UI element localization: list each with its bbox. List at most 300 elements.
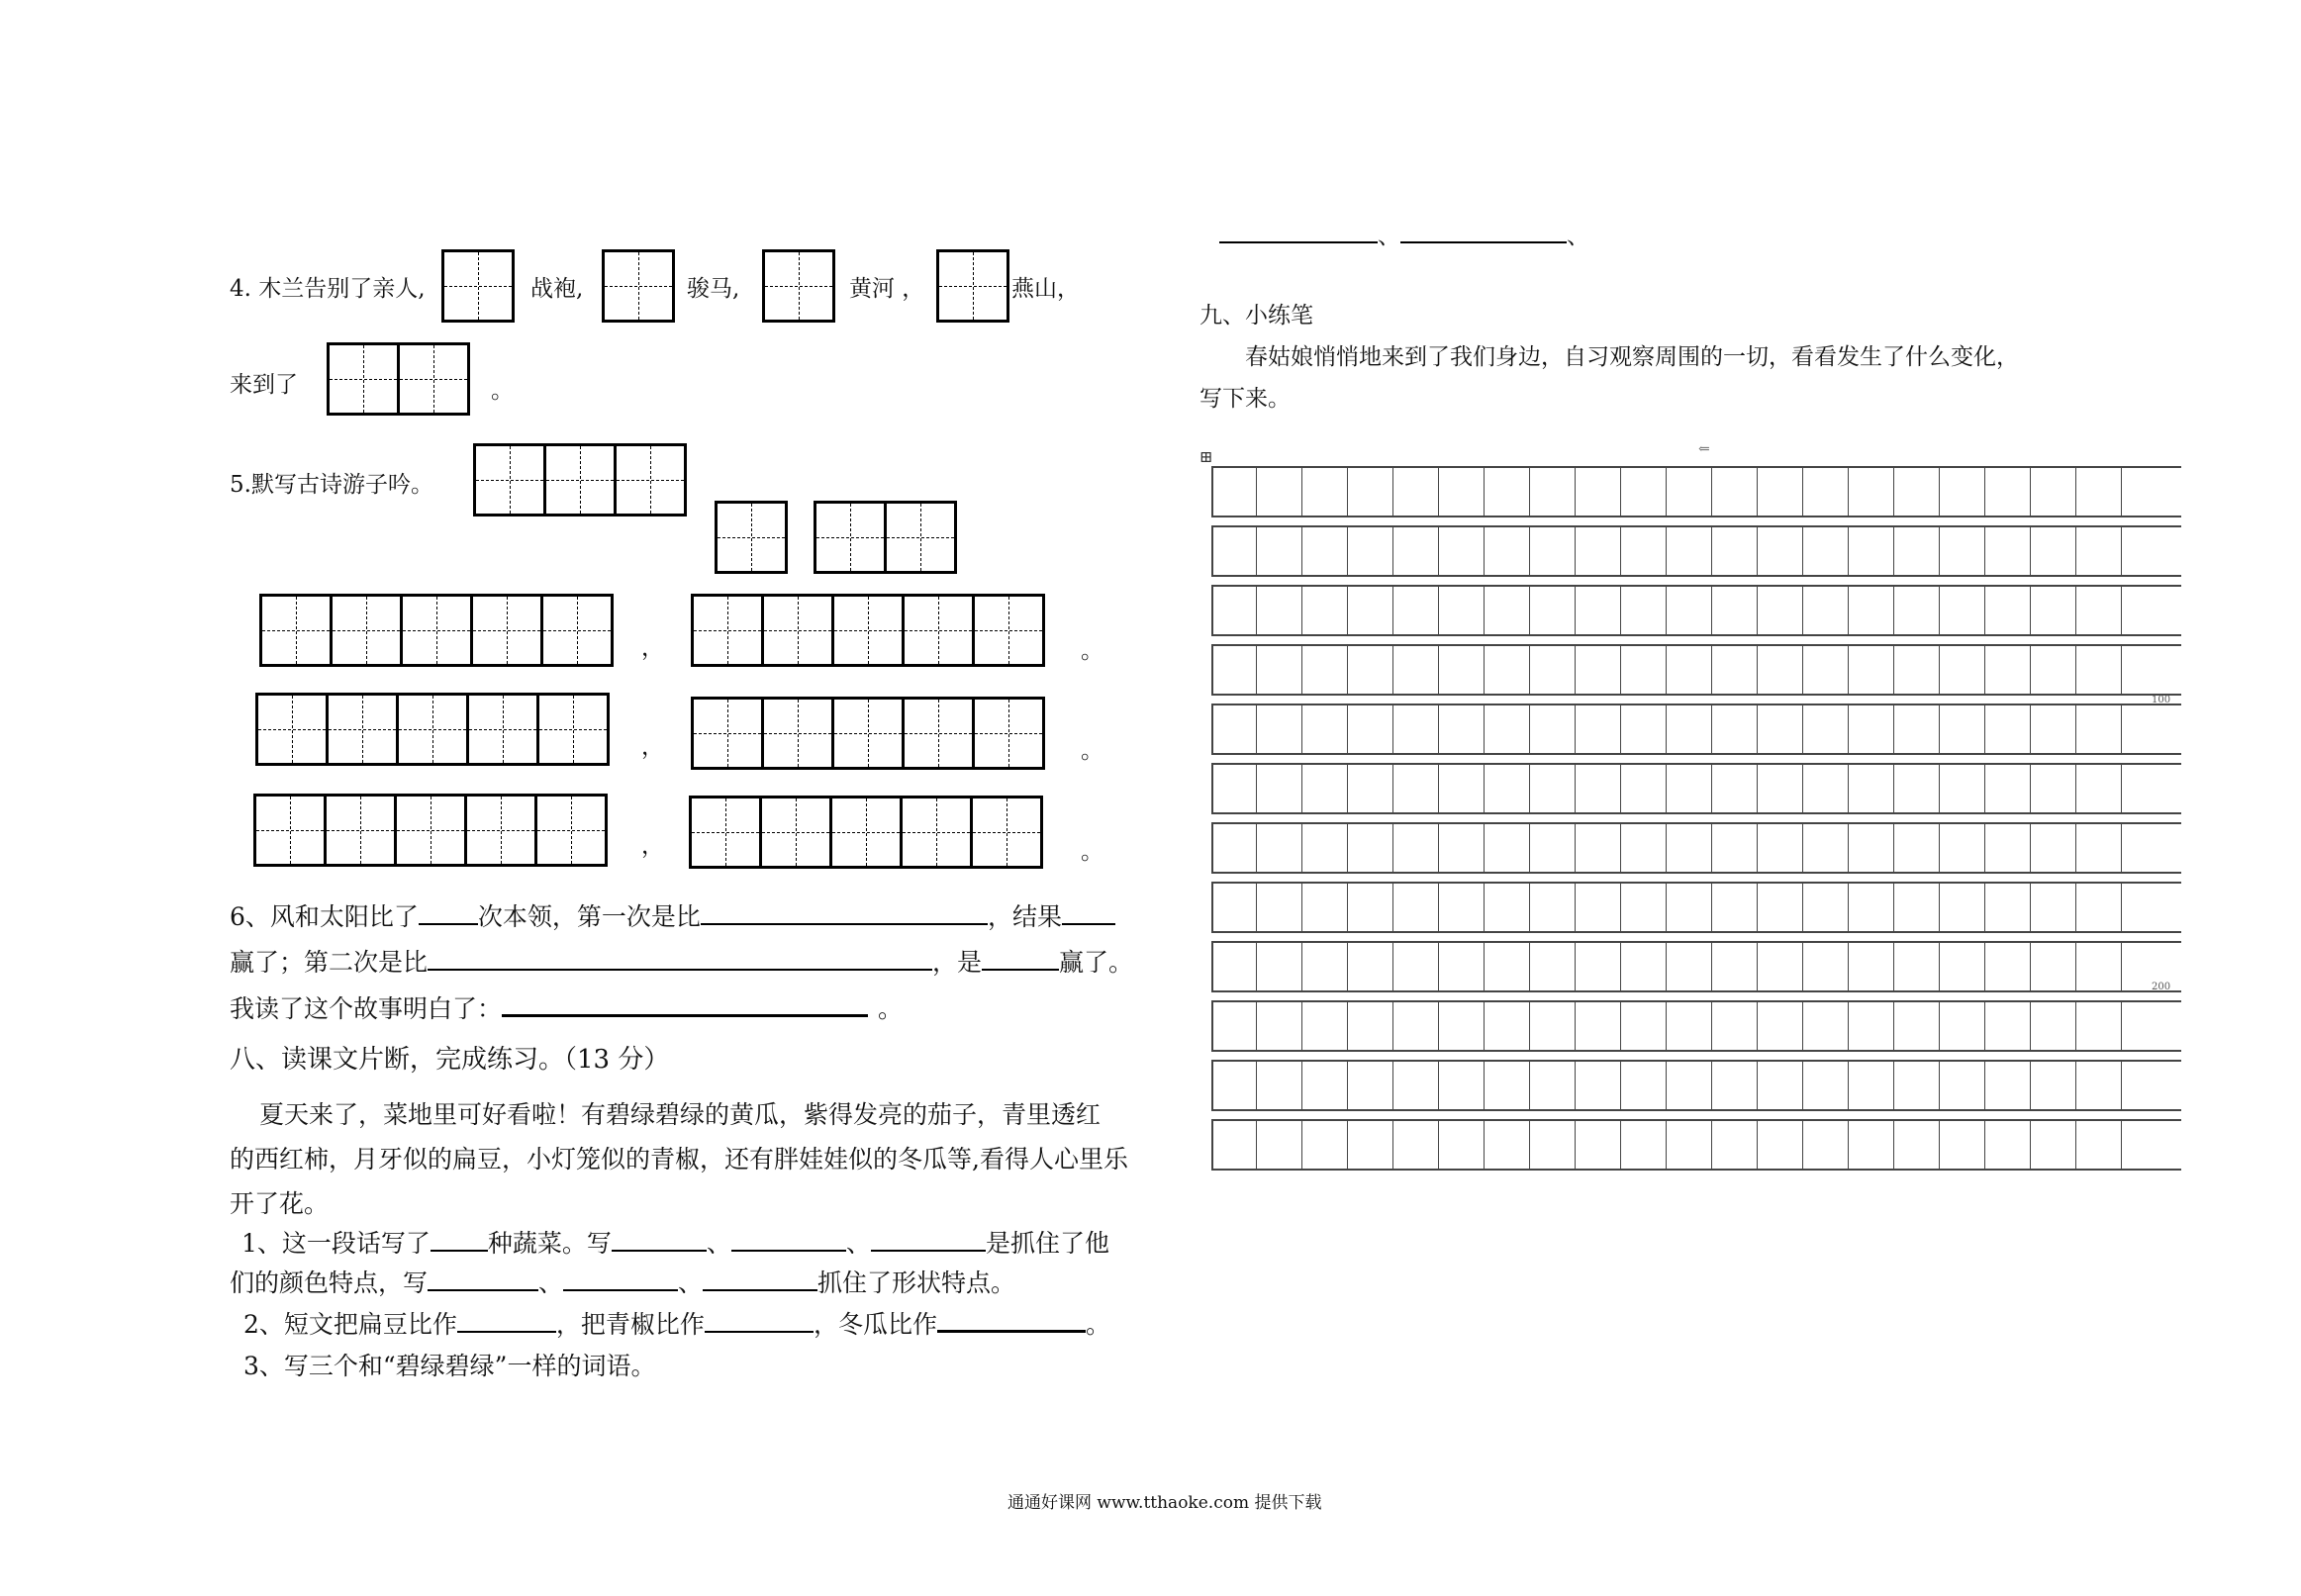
grid-cell[interactable]	[1621, 646, 1667, 694]
grid-count-100: 100	[2152, 695, 2171, 705]
grid-cell[interactable]	[1257, 587, 1302, 634]
grid-cell[interactable]	[1803, 943, 1849, 990]
grid-cell[interactable]	[1485, 705, 1530, 753]
grid-cell[interactable]	[1439, 1062, 1485, 1109]
grid-cell[interactable]	[1530, 527, 1576, 575]
grid-cell[interactable]	[1393, 527, 1439, 575]
grid-cell[interactable]	[1849, 646, 1894, 694]
grid-cell[interactable]	[1211, 1002, 1257, 1050]
poem-line-3a[interactable]	[253, 794, 605, 867]
grid-cell[interactable]	[1530, 1002, 1576, 1050]
grid-cell[interactable]	[1302, 587, 1348, 634]
grid-cell[interactable]	[1485, 1062, 1530, 1109]
q4-box-1[interactable]	[441, 249, 512, 323]
passage-line-2: 的西红柿，月牙似的扁豆，小灯笼似的青椒，还有胖娃娃似的冬瓜等,看得人心里乐	[230, 1145, 1128, 1174]
grid-cell[interactable]	[1985, 765, 2031, 812]
grid-cell[interactable]	[1576, 824, 1621, 872]
grid-cell[interactable]	[1576, 705, 1621, 753]
poem-line-2b[interactable]	[691, 697, 1042, 770]
grid-cell[interactable]	[1485, 468, 1530, 516]
grid-cell[interactable]	[1348, 765, 1393, 812]
grid-cell[interactable]	[1803, 884, 1849, 931]
grid-cell[interactable]	[1667, 1062, 1712, 1109]
grid-cell[interactable]	[1849, 1062, 1894, 1109]
grid-cell[interactable]	[1758, 1121, 1803, 1169]
grid-cell[interactable]	[1940, 943, 1985, 990]
grid-row	[1211, 466, 2181, 517]
grid-cell[interactable]	[1530, 468, 1576, 516]
poem-line-1b[interactable]	[691, 594, 1042, 667]
q5-label: 5.默写古诗游子吟。	[230, 472, 433, 498]
grid-cell[interactable]	[2076, 943, 2122, 990]
grid-cell[interactable]	[1439, 705, 1485, 753]
grid-cell[interactable]	[1985, 1121, 2031, 1169]
poem-line-3b[interactable]	[689, 796, 1040, 869]
grid-cell[interactable]	[1803, 527, 1849, 575]
grid-cell[interactable]	[1348, 705, 1393, 753]
grid-cell[interactable]	[1667, 884, 1712, 931]
grid-cell[interactable]	[1302, 527, 1348, 575]
grid-cell[interactable]	[1439, 587, 1485, 634]
grid-cell[interactable]	[1712, 943, 1758, 990]
grid-cell[interactable]	[1485, 587, 1530, 634]
grid-cell[interactable]	[1712, 884, 1758, 931]
grid-cell[interactable]	[1621, 468, 1667, 516]
grid-cell[interactable]	[1849, 587, 1894, 634]
grid-cell[interactable]	[1576, 1062, 1621, 1109]
grid-cell[interactable]	[2076, 1062, 2122, 1109]
grid-cell[interactable]	[1393, 1062, 1439, 1109]
grid-cell[interactable]	[1894, 705, 1940, 753]
grid-cell[interactable]	[1576, 884, 1621, 931]
grid-cell[interactable]	[1667, 587, 1712, 634]
grid-cell[interactable]	[1940, 468, 1985, 516]
grid-cell[interactable]	[1530, 824, 1576, 872]
grid-cell[interactable]	[1576, 468, 1621, 516]
grid-cell[interactable]	[1302, 646, 1348, 694]
grid-cell[interactable]	[1211, 646, 1257, 694]
grid-cell[interactable]	[2076, 1121, 2122, 1169]
answer-blank[interactable]	[701, 901, 988, 925]
grid-cell[interactable]	[1257, 1002, 1302, 1050]
grid-cell[interactable]	[1985, 468, 2031, 516]
grid-cell[interactable]	[1302, 943, 1348, 990]
grid-cell[interactable]	[1758, 705, 1803, 753]
grid-cell[interactable]	[1302, 1121, 1348, 1169]
grid-cell[interactable]	[1940, 1121, 1985, 1169]
grid-cell[interactable]	[1894, 884, 1940, 931]
grid-cell[interactable]	[1803, 824, 1849, 872]
grid-cell[interactable]	[1758, 824, 1803, 872]
grid-cell[interactable]	[1667, 765, 1712, 812]
answer-blank[interactable]	[419, 901, 478, 925]
grid-cell[interactable]	[1393, 884, 1439, 931]
grid-cell[interactable]	[2076, 705, 2122, 753]
grid-cell[interactable]	[1393, 468, 1439, 516]
grid-cell[interactable]	[1348, 1002, 1393, 1050]
grid-cell[interactable]	[1530, 1121, 1576, 1169]
grid-cell[interactable]	[1849, 884, 1894, 931]
q4-box-3[interactable]	[762, 249, 832, 323]
grid-cell[interactable]	[1257, 765, 1302, 812]
grid-cell[interactable]	[1257, 1121, 1302, 1169]
grid-cell[interactable]	[1348, 884, 1393, 931]
table-move-handle-icon[interactable]: ⊞	[1199, 447, 1213, 466]
poem-comma: ，	[641, 833, 664, 859]
grid-cell[interactable]	[2031, 884, 2076, 931]
grid-cell[interactable]	[1621, 765, 1667, 812]
grid-row	[1211, 1000, 2181, 1052]
grid-cell[interactable]	[1803, 1121, 1849, 1169]
grid-cell[interactable]	[1712, 468, 1758, 516]
grid-cell[interactable]	[1393, 705, 1439, 753]
grid-cell[interactable]	[1758, 527, 1803, 575]
grid-cell[interactable]	[1621, 1062, 1667, 1109]
grid-cell[interactable]	[2076, 646, 2122, 694]
grid-cell[interactable]	[1576, 527, 1621, 575]
grid-cell[interactable]	[1712, 1002, 1758, 1050]
grid-cell[interactable]	[1439, 943, 1485, 990]
grid-cell[interactable]	[1849, 527, 1894, 575]
poem-line-1a[interactable]	[259, 594, 611, 667]
grid-cell[interactable]	[1758, 587, 1803, 634]
grid-cell[interactable]	[2076, 765, 2122, 812]
grid-cell[interactable]	[1393, 1002, 1439, 1050]
q4-box-2[interactable]	[602, 249, 672, 323]
grid-cell[interactable]	[1712, 1121, 1758, 1169]
poem-period: 。	[1081, 738, 1103, 764]
grid-cell[interactable]	[2076, 1002, 2122, 1050]
grid-cell[interactable]	[1576, 587, 1621, 634]
grid-cell[interactable]	[1758, 1002, 1803, 1050]
grid-cell[interactable]	[1621, 824, 1667, 872]
grid-cell[interactable]	[1712, 765, 1758, 812]
grid-cell[interactable]	[1940, 1062, 1985, 1109]
grid-cell[interactable]	[1439, 646, 1485, 694]
grid-cell[interactable]	[1393, 943, 1439, 990]
grid-cell[interactable]	[2031, 765, 2076, 812]
grid-cell[interactable]	[1257, 468, 1302, 516]
grid-cell[interactable]	[1211, 884, 1257, 931]
grid-cell[interactable]	[2076, 824, 2122, 872]
grid-cell[interactable]	[1576, 765, 1621, 812]
grid-cell[interactable]	[1302, 1062, 1348, 1109]
grid-cell[interactable]	[1712, 824, 1758, 872]
answer-blank[interactable]	[563, 1267, 678, 1291]
grid-cell[interactable]	[1712, 646, 1758, 694]
poet-dynasty-box[interactable]	[715, 501, 785, 574]
writing-grid[interactable]	[1211, 466, 2181, 1178]
grid-cell[interactable]	[1348, 1062, 1393, 1109]
grid-cell[interactable]	[1712, 705, 1758, 753]
grid-cell[interactable]	[2031, 646, 2076, 694]
grid-cell[interactable]	[1758, 943, 1803, 990]
grid-cell[interactable]	[1894, 527, 1940, 575]
grid-cell[interactable]	[1894, 1121, 1940, 1169]
answer-blank[interactable]	[871, 1228, 986, 1252]
answer-blank[interactable]	[982, 947, 1059, 971]
grid-cell[interactable]	[1712, 587, 1758, 634]
grid-cell[interactable]	[1894, 468, 1940, 516]
grid-cell[interactable]	[1803, 1062, 1849, 1109]
answer-blank[interactable]	[428, 947, 932, 971]
grid-cell[interactable]	[2031, 1062, 2076, 1109]
grid-cell[interactable]	[1667, 468, 1712, 516]
grid-cell[interactable]	[1667, 824, 1712, 872]
grid-cell[interactable]	[1803, 1002, 1849, 1050]
grid-cell[interactable]	[2076, 468, 2122, 516]
grid-row	[1211, 763, 2181, 814]
grid-cell[interactable]	[2076, 587, 2122, 634]
answer-blank[interactable]	[457, 1309, 556, 1333]
grid-cell[interactable]	[1485, 1121, 1530, 1169]
q4-prefix: 4. 木兰告别了亲人,	[230, 276, 426, 302]
footer-credit: 通通好课网 www.tthaoke.com 提供下载	[1007, 1493, 1322, 1513]
grid-cell[interactable]	[1667, 527, 1712, 575]
grid-cell[interactable]	[1849, 824, 1894, 872]
grid-cell[interactable]	[1894, 1062, 1940, 1109]
grid-cell[interactable]	[1211, 765, 1257, 812]
grid-cell[interactable]	[1894, 1002, 1940, 1050]
grid-cell[interactable]	[1348, 1121, 1393, 1169]
grid-cell[interactable]	[1348, 943, 1393, 990]
q4-box-4[interactable]	[936, 249, 1007, 323]
grid-cell[interactable]	[1485, 1002, 1530, 1050]
grid-cell[interactable]	[1667, 1002, 1712, 1050]
grid-cell[interactable]	[1439, 884, 1485, 931]
grid-cell[interactable]	[1940, 1002, 1985, 1050]
grid-cell[interactable]	[1257, 884, 1302, 931]
grid-cell[interactable]	[1712, 1062, 1758, 1109]
q4-line2: 来到了	[230, 372, 298, 398]
poet-name-boxes[interactable]	[814, 501, 954, 574]
grid-cell[interactable]	[1849, 1121, 1894, 1169]
grid-cell[interactable]	[1803, 705, 1849, 753]
q6-line2: 赢了；第二次是比 ，是 赢了。	[230, 948, 1134, 977]
grid-cell[interactable]	[1211, 527, 1257, 575]
grid-cell[interactable]	[1348, 824, 1393, 872]
grid-cell[interactable]	[1621, 705, 1667, 753]
grid-cell[interactable]	[1940, 765, 1985, 812]
grid-cell[interactable]	[1667, 705, 1712, 753]
grid-cell[interactable]	[1894, 824, 1940, 872]
grid-cell[interactable]	[1439, 824, 1485, 872]
grid-cell[interactable]	[1393, 765, 1439, 812]
grid-cell[interactable]	[1667, 943, 1712, 990]
grid-cell[interactable]	[1439, 468, 1485, 516]
grid-cell[interactable]	[1257, 646, 1302, 694]
grid-cell[interactable]	[1257, 943, 1302, 990]
grid-cell[interactable]	[1803, 646, 1849, 694]
grid-cell[interactable]	[1530, 646, 1576, 694]
grid-cell[interactable]	[1667, 1121, 1712, 1169]
answer-blank[interactable]	[1219, 220, 1378, 243]
grid-cell[interactable]	[1257, 705, 1302, 753]
grid-cell[interactable]	[1302, 765, 1348, 812]
grid-cell[interactable]	[1211, 824, 1257, 872]
grid-cell[interactable]	[1803, 468, 1849, 516]
grid-cell[interactable]	[2076, 884, 2122, 931]
grid-cell[interactable]	[1530, 943, 1576, 990]
answer-blank[interactable]	[703, 1267, 817, 1291]
answer-blank[interactable]	[937, 1308, 1086, 1333]
grid-cell[interactable]	[1576, 646, 1621, 694]
grid-cell[interactable]	[1348, 527, 1393, 575]
grid-cell[interactable]	[1985, 884, 2031, 931]
grid-cell[interactable]	[2031, 468, 2076, 516]
grid-cell[interactable]	[2031, 527, 2076, 575]
grid-cell[interactable]	[1758, 468, 1803, 516]
grid-cell[interactable]	[1985, 705, 2031, 753]
grid-cell[interactable]	[1439, 1002, 1485, 1050]
grid-cell[interactable]	[1940, 884, 1985, 931]
poem-period: 。	[1081, 839, 1103, 865]
grid-cell[interactable]	[2076, 527, 2122, 575]
grid-cell[interactable]	[1985, 587, 2031, 634]
q4-word-2: 骏马,	[687, 276, 740, 302]
grid-cell[interactable]	[1393, 824, 1439, 872]
grid-cell[interactable]	[1530, 765, 1576, 812]
grid-cell[interactable]	[1211, 587, 1257, 634]
grid-cell[interactable]	[1393, 587, 1439, 634]
s8-q1-line2: 们的颜色特点，写 、 、 抓住了形状特点。	[230, 1268, 1016, 1297]
grid-cell[interactable]	[1940, 824, 1985, 872]
grid-cell[interactable]	[1485, 646, 1530, 694]
answer-blank[interactable]	[428, 1267, 538, 1291]
poem-comma: ，	[641, 734, 664, 760]
grid-cell[interactable]	[1985, 824, 2031, 872]
grid-cell[interactable]	[1849, 468, 1894, 516]
ruler-marker-icon: ⇐	[1698, 441, 1710, 457]
grid-cell[interactable]	[1211, 1062, 1257, 1109]
grid-cell[interactable]	[1803, 765, 1849, 812]
grid-cell[interactable]	[1758, 1062, 1803, 1109]
grid-cell[interactable]	[1940, 587, 1985, 634]
grid-cell[interactable]	[1348, 587, 1393, 634]
grid-cell[interactable]	[1621, 1002, 1667, 1050]
grid-cell[interactable]	[1439, 1121, 1485, 1169]
grid-cell[interactable]	[1530, 884, 1576, 931]
answer-blank[interactable]	[705, 1309, 814, 1333]
grid-cell[interactable]	[1302, 468, 1348, 516]
grid-cell[interactable]	[1257, 824, 1302, 872]
grid-cell[interactable]	[1621, 884, 1667, 931]
grid-row	[1211, 704, 2181, 755]
grid-cell[interactable]	[1985, 527, 2031, 575]
grid-cell[interactable]	[1257, 1062, 1302, 1109]
grid-cell[interactable]	[2031, 943, 2076, 990]
poem-title-boxes[interactable]	[473, 443, 684, 516]
grid-cell[interactable]	[1940, 527, 1985, 575]
q4-word-4: 燕山，	[1011, 276, 1080, 302]
grid-row	[1211, 585, 2181, 636]
grid-cell[interactable]	[1758, 765, 1803, 812]
grid-cell[interactable]	[1621, 587, 1667, 634]
grid-cell[interactable]	[1439, 765, 1485, 812]
grid-cell[interactable]	[1712, 527, 1758, 575]
grid-cell[interactable]	[1485, 527, 1530, 575]
grid-cell[interactable]	[1849, 765, 1894, 812]
grid-cell[interactable]	[1302, 1002, 1348, 1050]
grid-cell[interactable]	[1576, 1121, 1621, 1169]
poem-line-2a[interactable]	[255, 693, 607, 766]
grid-cell[interactable]	[1393, 1121, 1439, 1169]
q6-line3: 我读了这个故事明白了： 。	[230, 994, 904, 1023]
grid-cell[interactable]	[1211, 943, 1257, 990]
passage-line-1: 夏天来了，菜地里可好看啦！有碧绿碧绿的黄瓜，紫得发亮的茄子，青里透红	[259, 1100, 1102, 1129]
grid-cell[interactable]	[1485, 884, 1530, 931]
s8-q3: 3、写三个和“碧绿碧绿”一样的词语。	[243, 1352, 656, 1380]
grid-cell[interactable]	[1302, 705, 1348, 753]
grid-cell[interactable]	[1211, 705, 1257, 753]
grid-cell[interactable]	[1894, 765, 1940, 812]
grid-cell[interactable]	[1302, 824, 1348, 872]
grid-cell[interactable]	[1485, 824, 1530, 872]
grid-cell[interactable]	[1758, 646, 1803, 694]
grid-cell[interactable]	[1985, 943, 2031, 990]
grid-cell[interactable]	[1257, 527, 1302, 575]
q4-answer-boxes[interactable]	[327, 342, 467, 416]
grid-cell[interactable]	[1985, 1062, 2031, 1109]
answer-blank[interactable]	[1062, 901, 1115, 925]
grid-cell[interactable]	[1530, 1062, 1576, 1109]
grid-cell[interactable]	[1348, 646, 1393, 694]
grid-cell[interactable]	[1758, 884, 1803, 931]
answer-blank[interactable]	[731, 1228, 846, 1252]
grid-cell[interactable]	[1576, 943, 1621, 990]
grid-cell[interactable]	[1894, 646, 1940, 694]
grid-cell[interactable]	[1940, 705, 1985, 753]
grid-cell[interactable]	[1894, 587, 1940, 634]
grid-cell[interactable]	[1667, 646, 1712, 694]
grid-cell[interactable]	[1849, 943, 1894, 990]
grid-cell[interactable]	[1302, 884, 1348, 931]
grid-cell[interactable]	[2031, 824, 2076, 872]
grid-cell[interactable]	[1530, 587, 1576, 634]
grid-cell[interactable]	[1485, 765, 1530, 812]
grid-cell[interactable]	[1211, 1121, 1257, 1169]
grid-cell[interactable]	[1621, 1121, 1667, 1169]
grid-cell[interactable]	[1849, 1002, 1894, 1050]
grid-cell[interactable]	[1894, 943, 1940, 990]
q4-end: 。	[491, 378, 514, 404]
grid-cell[interactable]	[2031, 587, 2076, 634]
grid-cell[interactable]	[2031, 1121, 2076, 1169]
grid-cell[interactable]	[1393, 646, 1439, 694]
grid-cell[interactable]	[2031, 705, 2076, 753]
grid-cell[interactable]	[1940, 646, 1985, 694]
grid-cell[interactable]	[2031, 1002, 2076, 1050]
grid-cell[interactable]	[1985, 1002, 2031, 1050]
grid-cell[interactable]	[1621, 527, 1667, 575]
grid-cell[interactable]	[1576, 1002, 1621, 1050]
answer-blank[interactable]	[502, 992, 868, 1017]
grid-cell[interactable]	[1439, 527, 1485, 575]
grid-cell[interactable]	[1530, 705, 1576, 753]
grid-cell[interactable]	[1803, 587, 1849, 634]
answer-blank[interactable]	[431, 1228, 488, 1252]
grid-cell[interactable]	[1211, 468, 1257, 516]
section8-title: 八、读课文片断，完成练习。（13 分）	[230, 1045, 670, 1075]
grid-cell[interactable]	[1348, 468, 1393, 516]
grid-cell[interactable]	[1485, 943, 1530, 990]
grid-cell[interactable]	[1985, 646, 2031, 694]
continuation-answer-lines: 、 、	[1219, 220, 1589, 251]
grid-cell[interactable]	[1849, 705, 1894, 753]
grid-cell[interactable]	[1621, 943, 1667, 990]
answer-blank[interactable]	[1400, 220, 1567, 243]
answer-blank[interactable]	[612, 1228, 707, 1252]
